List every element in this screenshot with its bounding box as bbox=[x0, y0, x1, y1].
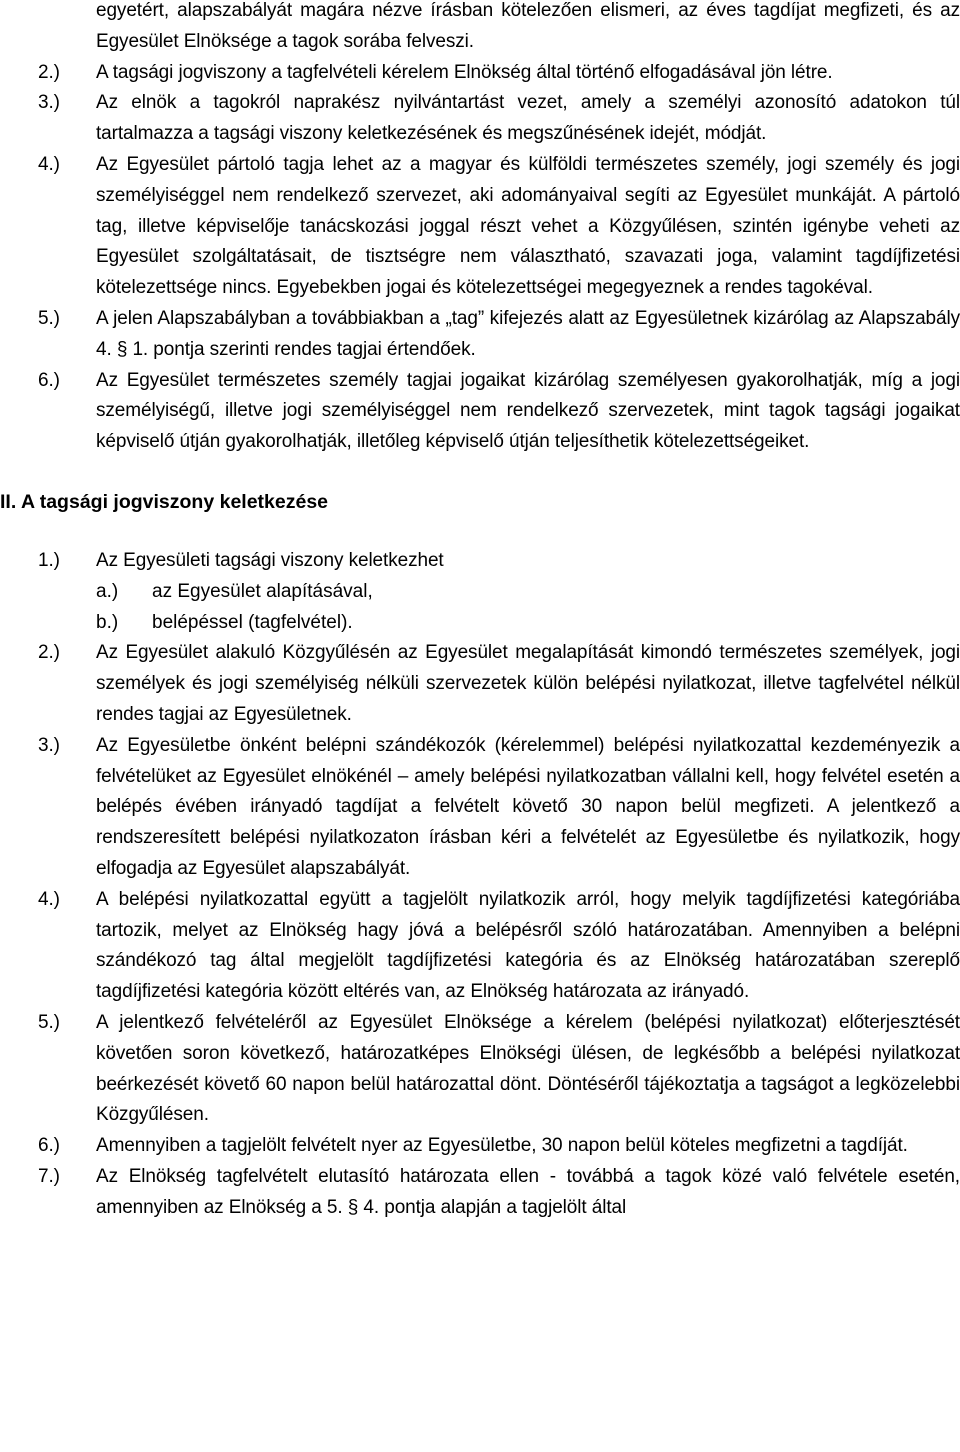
list-item bbox=[0, 58, 960, 89]
continuation-paragraph: egyetért, alapszabályát magára nézve írásban kötelezően elismeri, az éves tagdíjat megfizeti, és az Egyesület Elnöksége a tagok sorába felveszi. bbox=[96, 0, 960, 52]
list-item bbox=[0, 885, 960, 1008]
item-text: Az Egyesület pártoló tagja lehet az a magyar és külföldi természetes személy, jogi személy és jogi személyiséggel nem rendelkező szervezet, aki adományaival segíti az Egyesület munkáját. A pártoló tag, illetve képviselője tanácskozási joggal részt vehet a Közgyűlésen, szintén igénybe veheti az Egyesület szolgáltatásait, de tisztségre nem választható, szavazati joga, valamint tagdíjfizetési kötelezettsége nincs. Egyebekben jogai és kötelezettségei megegyeznek a rendes tagokéval. bbox=[96, 153, 960, 299]
item-number: 5.) bbox=[38, 307, 60, 329]
list-item bbox=[0, 304, 960, 366]
sub-list-item bbox=[0, 577, 960, 608]
section-heading: II. A tagsági jogviszony keletkezése bbox=[0, 490, 329, 513]
item-text: A jelen Alapszabályban a továbbiakban a „tag” kifejezés alatt az Egyesületnek kizárólag az Alapszabály 4. § 1. pontja szerinti rendes tagjai értendőek. bbox=[96, 307, 960, 360]
item-text: Az elnök a tagokról naprakész nyilvántartást vezet, amely a személyi azonosító adatokon túl tartalmazza a tagsági viszony keletkezésének és megszűnésének idejét, módját. bbox=[96, 92, 960, 145]
item-text: Az Elnökség tagfelvételt elutasító határozata ellen - továbbá a tagok közé való felvétele esetén, amennyiben az Elnökség a 5. § 4. pontja alapján a tagjelölt által bbox=[96, 1165, 960, 1218]
item-text: A belépési nyilatkozattal együtt a tagjelölt nyilatkozik arról, hogy melyik tagdíjfizetési kategóriába tartozik, melyet az Elnökség hagy jóvá a belépésről szóló határozatában. Amennyiben a belépni szándékozó tag által megjelölt tagdíjfizetési kategória és az Elnökség határozatában szereplő tagdíjfizetési kategória között eltérés van, az Elnökség határozata az irányadó. bbox=[96, 888, 960, 1003]
list-item bbox=[0, 638, 960, 730]
item-number: 3.) bbox=[38, 734, 60, 756]
item-text: Amennyiben a tagjelölt felvételt nyer az Egyesületbe, 30 napon belül köteles megfizetni a tagdíját. bbox=[96, 1135, 908, 1157]
sub-item-label: b.) bbox=[96, 611, 119, 633]
item-number: 1.) bbox=[38, 549, 60, 571]
sub-item-text: belépéssel (tagfelvétel). bbox=[152, 611, 353, 633]
list-item bbox=[0, 1131, 960, 1162]
item-number: 2.) bbox=[38, 642, 60, 664]
item-text: Az Egyesületi tagsági viszony keletkezhet bbox=[96, 549, 444, 571]
item-number: 6.) bbox=[38, 1135, 60, 1157]
item-number: 4.) bbox=[38, 153, 60, 175]
item-number: 3.) bbox=[38, 92, 60, 114]
sub-list-item bbox=[0, 608, 960, 639]
item-number: 6.) bbox=[38, 369, 60, 391]
item-number: 4.) bbox=[38, 888, 60, 910]
sub-item-label: a.) bbox=[96, 580, 119, 602]
item-number: 2.) bbox=[38, 61, 60, 83]
list-item bbox=[0, 731, 960, 885]
list-item bbox=[0, 1008, 960, 1131]
item-text: Az Egyesület természetes személy tagjai jogaikat kizárólag személyesen gyakorolhatják, míg a jogi személyiségű, illetve jogi személyiséggel nem rendelkező szervezetek, mint tagok tagsági jogaikat képviselő útján gyakorolhatják, illetőleg képviselő útján teljesíthetik kötelezettségeiket. bbox=[96, 369, 960, 453]
sub-item-text: az Egyesület alapításával, bbox=[152, 580, 373, 602]
list-item bbox=[0, 546, 960, 577]
item-number: 5.) bbox=[38, 1011, 60, 1033]
item-text: Az Egyesület alakuló Közgyűlésén az Egyesület megalapítását kimondó természetes személyek, jogi személyek és jogi személyiség nélküli szervezetek külön belépési nyilatkozat, illetve tagfelvétel nélkül rendes tagjai az Egyesületnek. bbox=[96, 642, 960, 725]
list-item bbox=[0, 150, 960, 304]
list-item bbox=[0, 366, 960, 458]
item-number: 7.) bbox=[38, 1165, 60, 1187]
list-item bbox=[0, 1162, 960, 1224]
item-text: A jelentkező felvételéről az Egyesület Elnöksége a kérelem (belépési nyilatkozat) előterjesztését követően soron következő, határozatképes Elnökségi ülésen, de legkésőbb a belépési nyilatkozat beérkezését követő 60 napon belül határozattal dönt. Döntéséről tájékoztatja a tagságot a legközelebbi Közgyűlésen. bbox=[96, 1011, 960, 1126]
item-text: A tagsági jogviszony a tagfelvételi kérelem Elnökség által történő elfogadásával jön létre. bbox=[96, 61, 833, 83]
item-text: Az Egyesületbe önként belépni szándékozók (kérelemmel) belépési nyilatkozattal kezdeményezik a felvételüket az Egyesület elnökénél – amely belépési nyilatkozatban vállalni kell, hogy felvétel esetén a belépés évében irányadó tagdíjat a felvételt követő 30 napon belül megfizeti. A jelentkező a rendszeresített belépési nyilatkozaton írásban kéri a felvételét az Egyesületbe és nyilatkozik, hogy elfogadja az Egyesület alapszabályát. bbox=[96, 734, 960, 879]
list-item bbox=[0, 88, 960, 150]
